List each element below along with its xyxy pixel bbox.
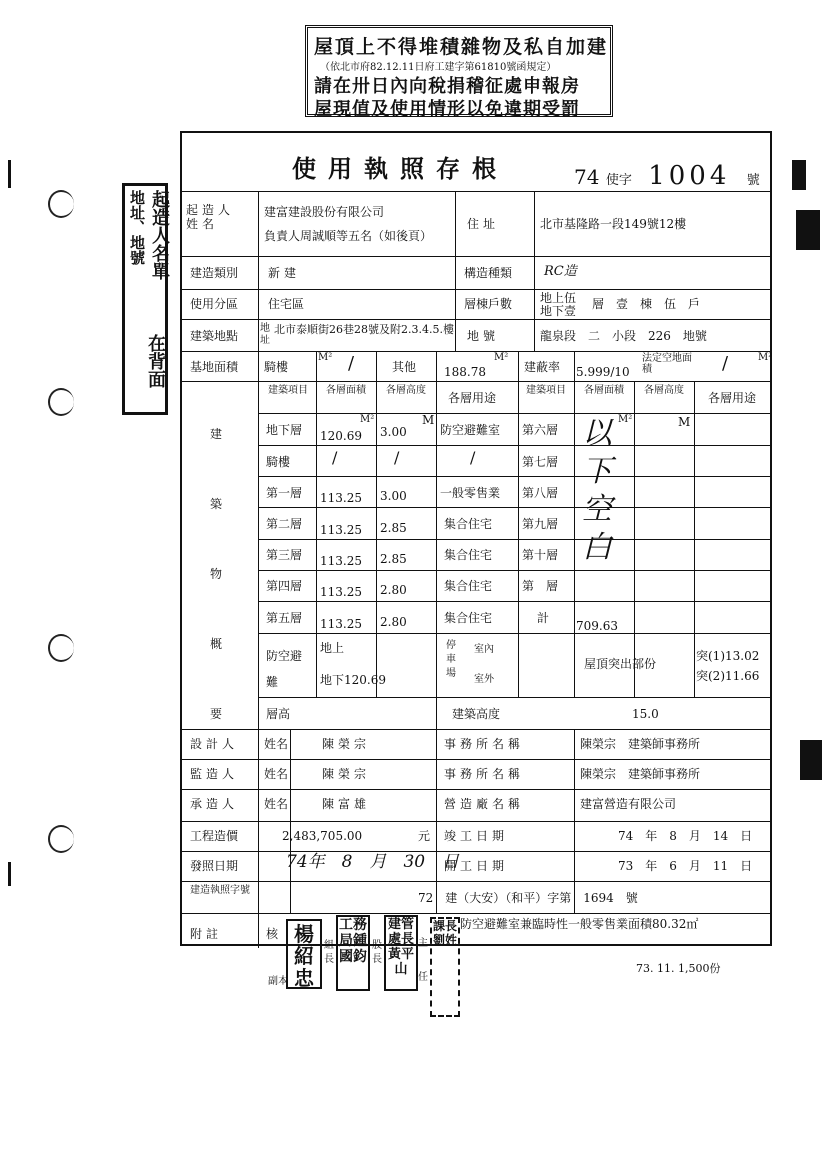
permit-number — [574, 161, 760, 191]
floors-above: 地上伍 — [540, 291, 577, 305]
roof-label: 屋頂突出部份 — [584, 657, 657, 671]
stamp-check: 核 — [266, 927, 279, 941]
floor-area: 113.25 — [320, 617, 362, 631]
zone-value: 住宅區 — [268, 297, 305, 311]
open-space-unit: M² — [758, 352, 773, 363]
stamp-chief: 主任 — [418, 938, 428, 983]
contractor-name: 陳富雄 — [322, 797, 371, 811]
floor-area: 113.25 — [320, 523, 362, 537]
cost-value: 2,483,705.00 — [282, 829, 363, 843]
floor-use: 集合住宅 — [444, 579, 493, 593]
supervisor-name-label: 姓名 — [264, 767, 289, 781]
designer-name-label: 姓名 — [264, 737, 289, 751]
unit: M — [678, 415, 691, 429]
print-info: 73. 11. 1,500份 — [636, 962, 721, 975]
floor-total: 709.63 — [576, 619, 618, 633]
shelter-label: 防空避難 — [266, 649, 303, 689]
floor-use: 集合住宅 — [444, 548, 493, 562]
notice-line-4: 屋現值及使用情形以免違期受罰 — [314, 99, 580, 120]
parking-indoor: 室內 — [474, 644, 494, 655]
floor-area: 113.25 — [320, 585, 362, 599]
supervisor-name: 陳榮宗 — [322, 767, 371, 781]
floor-height: 2.85 — [380, 521, 407, 535]
floor-height-label: 層高 — [266, 707, 291, 721]
address-value: 北市基隆路一段149號12樓 — [540, 217, 687, 231]
other-value: 188.78 — [444, 365, 486, 379]
floor-height: / — [394, 448, 400, 467]
unit: M² — [360, 414, 375, 425]
roof-area-2: 突(2)11.66 — [696, 669, 760, 683]
applicant-rep: 負責人周誠順等五名（如後頁） — [264, 229, 433, 243]
lot-value: 龍泉段 二 小段 226 地號 — [540, 329, 707, 343]
coverage-value: 5.999/10 — [576, 365, 630, 379]
issue-date: 74年 8 月 30 日 — [286, 852, 460, 872]
site-prefix: 地址 — [260, 323, 270, 346]
floor-name: 第四層 — [266, 579, 303, 593]
edge-mark — [800, 740, 822, 780]
structure-label: 構造種類 — [464, 266, 513, 280]
form-title: 使用執照存根 — [292, 154, 508, 183]
stamp-bureau: 工務局鍾國鈞 — [336, 915, 370, 991]
floor-height: 2.80 — [380, 583, 407, 597]
completion-date: 74 年 8 月 14 日 — [618, 829, 753, 843]
designer-office-label: 事務所名稱 — [444, 737, 525, 751]
permit-no: 1004 — [648, 161, 731, 191]
floor-name-r: 計 — [537, 611, 550, 625]
designer-name: 陳榮宗 — [322, 737, 371, 751]
open-space-label: 法定空地面積 — [642, 353, 692, 375]
category-label: 建造類別 — [190, 266, 239, 280]
parking-label: 停車場 — [446, 640, 456, 679]
coverage-label: 建蔽率 — [524, 360, 561, 374]
applicant-name: 建富建設股份有限公司 — [264, 205, 385, 219]
stamp-director: 建管處長黃平山 — [384, 915, 418, 991]
address-label: 住址 — [467, 217, 500, 231]
hdr-area-r: 各層面積 — [584, 385, 624, 396]
site-address: 北市泰順街26巷28號及附2.3.4.5.樓 — [274, 323, 454, 336]
stamp-copy-label: 副本 — [268, 976, 288, 987]
notice-line-3: 請在卅日內向稅捐稽征處申報房 — [314, 76, 580, 97]
contractor-name-label: 姓名 — [264, 797, 289, 811]
floor-name: 第五層 — [266, 611, 303, 625]
designer-role: 設計人 — [190, 737, 239, 751]
start-label: 開工日期 — [444, 859, 509, 873]
zone-label: 使用分區 — [190, 297, 239, 311]
floor-height: 3.00 — [380, 425, 407, 439]
contractor-office-label: 營造廠名稱 — [444, 797, 525, 811]
floor-use: 防空避難室 — [440, 423, 501, 437]
supervisor-office-label: 事務所名稱 — [444, 767, 525, 781]
hdr-area: 各層面積 — [326, 385, 366, 396]
floor-name: 第二層 — [266, 517, 303, 531]
arcade-value: / — [348, 353, 355, 374]
hdr-use-r: 各層用途 — [708, 391, 757, 405]
arcade-unit: M² — [318, 352, 333, 363]
floor-use: / — [470, 448, 476, 467]
floor-name: 地下層 — [266, 423, 303, 437]
floor-area: / — [332, 448, 338, 467]
arcade-label: 騎樓 — [264, 360, 289, 374]
other-label: 其他 — [392, 360, 417, 374]
floors-below: 地下壹 — [540, 304, 577, 318]
open-space-value: / — [722, 353, 729, 374]
category-value: 新建 — [268, 266, 301, 280]
binder-hole-2 — [48, 388, 74, 416]
permit-year: 74 — [574, 165, 600, 189]
floor-name: 騎樓 — [266, 455, 291, 469]
hdr-height: 各層高度 — [386, 385, 426, 396]
stamp-copy: 課長劉姓 — [430, 917, 460, 1017]
shelter-below: 地下120.69 — [320, 673, 386, 687]
floors-unit: 層 壹 棟 伍 戶 — [592, 297, 701, 311]
floor-use: 集合住宅 — [444, 517, 493, 531]
side-stamp — [122, 183, 168, 415]
roof-area-1: 突(1)13.02 — [696, 649, 760, 663]
floor-name-r: 第十層 — [522, 548, 559, 562]
hdr-item-r: 建築項目 — [526, 385, 566, 396]
side-stamp-col1: 起造人名單 — [149, 190, 170, 280]
floor-area: 113.25 — [320, 491, 362, 505]
floor-name-r: 第八層 — [522, 486, 559, 500]
edge-mark — [796, 210, 820, 250]
site-label: 建築地點 — [190, 329, 239, 343]
hdr-use: 各層用途 — [448, 391, 497, 405]
bldg-height-value: 15.0 — [632, 707, 659, 721]
completion-label: 竣工日期 — [444, 829, 509, 843]
permit-char: 使字 — [605, 173, 632, 188]
remarks-value: 防空避難室兼臨時性一般零售業面積80.32㎡ — [460, 917, 699, 931]
notice-line-2: （依北市府82.12.11日府工建字第61810號函規定） — [320, 62, 557, 73]
supervisor-office: 陳榮宗 建築師事務所 — [580, 767, 701, 781]
bldg-height-label: 建築高度 — [452, 707, 501, 721]
parking-outdoor: 室外 — [474, 674, 494, 685]
shelter-above: 地上 — [320, 641, 345, 655]
floor-area: 113.25 — [320, 554, 362, 568]
edge-mark — [8, 160, 11, 188]
supervisor-role: 監造人 — [190, 767, 239, 781]
structure-value: RC造 — [544, 264, 577, 279]
notice-line-1: 屋頂上不得堆積雜物及私自加建 — [314, 36, 609, 58]
lot-label: 地號 — [467, 329, 500, 343]
permit-value: 72 建（大安）（和平）字第 1694 號 — [418, 891, 638, 905]
floor-name: 第一層 — [266, 486, 303, 500]
stamp-section: 股長 — [372, 940, 382, 965]
start-date: 73 年 6 月 11 日 — [618, 859, 753, 873]
side-stamp-col3: 在背面 — [145, 334, 166, 388]
contractor-role: 承造人 — [190, 797, 239, 811]
binder-hole-1 — [48, 190, 74, 218]
binder-hole-3 — [48, 634, 74, 662]
issue-label: 發照日期 — [190, 859, 239, 873]
section-label: 建築物概要 — [210, 427, 223, 721]
floor-use: 一般零售業 — [440, 486, 501, 500]
floor-name-r: 第七層 — [522, 455, 559, 469]
other-unit: M² — [494, 352, 509, 363]
unit: M² — [618, 414, 633, 425]
notice-box — [305, 25, 613, 120]
cost-label: 工程造價 — [190, 829, 239, 843]
stamp-yang: 楊紹忠 — [286, 919, 322, 989]
side-stamp-col2: 地址、地號 — [128, 190, 146, 265]
designer-office: 陳榮宗 建築師事務所 — [580, 737, 701, 751]
unit: M — [422, 413, 435, 427]
hdr-height-r: 各層高度 — [644, 385, 684, 396]
floor-name: 第三層 — [266, 548, 303, 562]
permit-suffix: 號 — [746, 173, 760, 188]
stamp-group: 組長 — [324, 940, 334, 965]
edge-mark — [8, 862, 11, 886]
handwritten-blank: 以下空白 — [582, 416, 612, 565]
contractor-office: 建富營造有限公司 — [580, 797, 677, 811]
floor-name-r: 第六層 — [522, 423, 559, 437]
floors-label: 層棟戶數 — [464, 297, 513, 311]
remarks-label: 附註 — [190, 927, 223, 941]
floor-height: 2.80 — [380, 615, 407, 629]
floor-name-r: 第九層 — [522, 517, 559, 531]
applicant-label: 起造人 姓名 — [186, 203, 235, 231]
floor-use: 集合住宅 — [444, 611, 493, 625]
floor-name-r: 第 層 — [522, 579, 559, 593]
permit-label: 建造執照字號 — [190, 885, 250, 896]
edge-mark — [792, 160, 806, 190]
floor-height: 2.85 — [380, 552, 407, 566]
floor-area: 120.69 — [320, 429, 362, 443]
hdr-item: 建築項目 — [268, 385, 308, 396]
area-label: 基地面積 — [190, 360, 239, 374]
floor-height: 3.00 — [380, 489, 407, 503]
cost-unit: 元 — [418, 829, 431, 843]
binder-hole-4 — [48, 825, 74, 853]
